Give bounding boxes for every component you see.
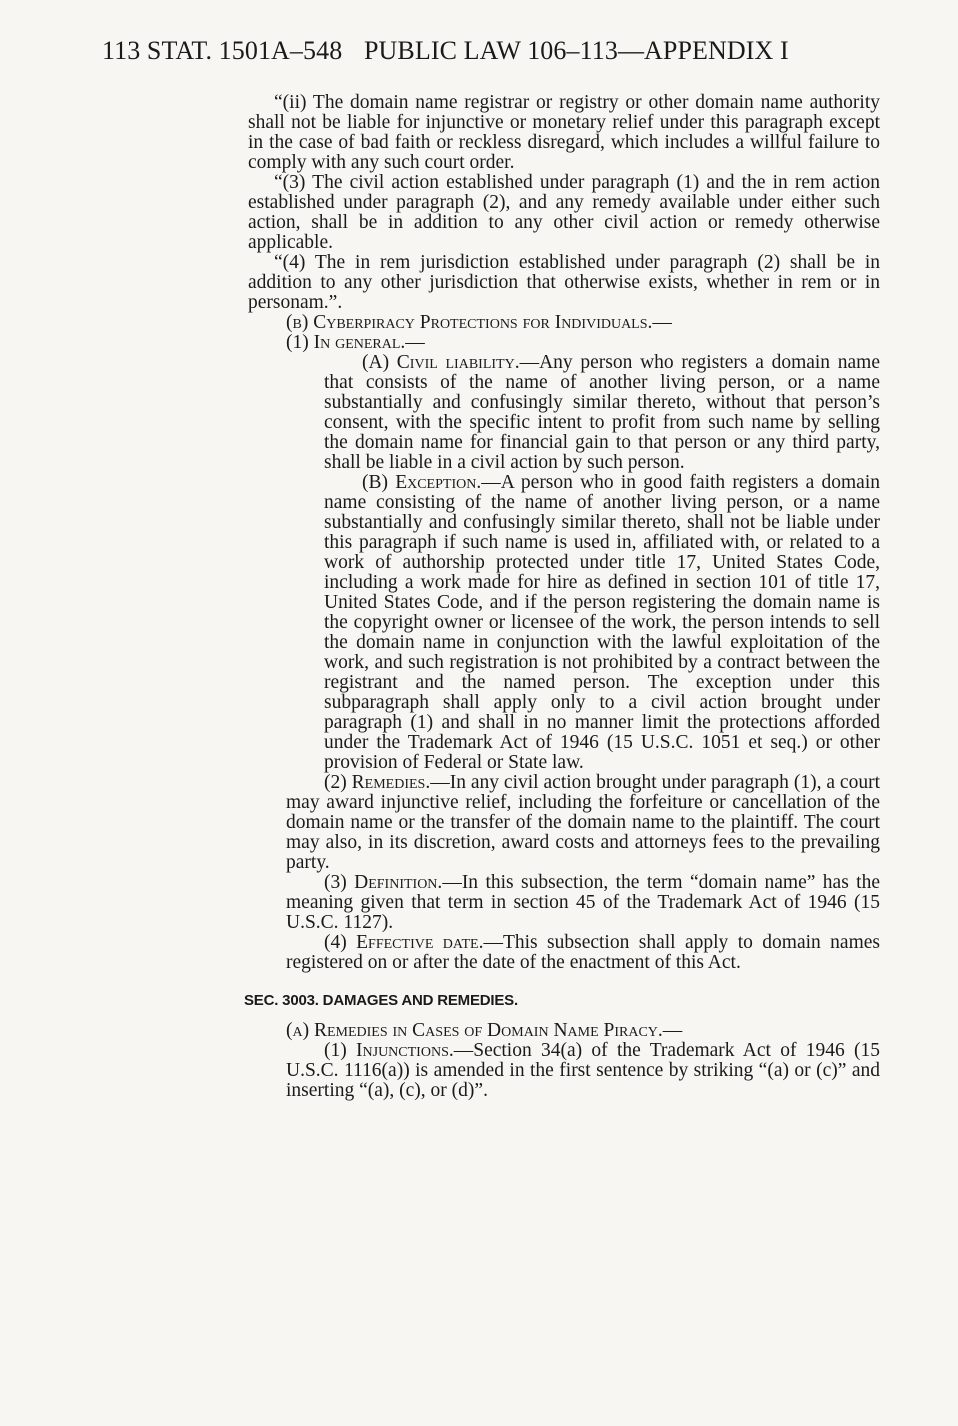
subparagraph-b1a <box>324 353 880 473</box>
paragraph-b3 <box>286 873 880 933</box>
paragraph-b3-lead: (3) Definition. <box>324 872 443 893</box>
paragraph-4: “(4) The in rem jurisdiction established under paragraph (2) shall be in addition to any other jurisdiction that otherwise exists, whether in rem or in personam.”. <box>248 252 880 313</box>
subparagraph-b1b <box>324 473 880 773</box>
subsection-a-heading: (a) Remedies in Cases of Domain Name Piracy.— <box>286 1020 683 1041</box>
paragraph-a1-lead: (1) Injunctions. <box>324 1040 454 1061</box>
paragraph-a1 <box>286 1041 880 1101</box>
running-head <box>102 36 882 66</box>
body-text <box>244 92 881 1101</box>
paragraph-b4-text: —This subsection shall apply to domain names registered on or after the date of the enactment of this Act. <box>286 932 880 973</box>
paragraph-b4-lead: (4) Effective date. <box>324 932 484 953</box>
page-folio: 113 STAT. 1501A–548 <box>102 36 343 65</box>
paragraph-ii: “(ii) The domain name registrar or registry or other domain name authority shall not be liable for injunctive or monetary relief under this paragraph except in the case of bad faith or reckless disregard, which includes a willful failure to comply with any such court order. <box>248 92 880 173</box>
paragraph-b3-text: —In this subsection, the term “domain name” has the meaning given that term in section 45 of the Trademark Act of 1946 (15 U.S.C. 1127). <box>286 872 880 933</box>
paragraph-b2-text: —In any civil action brought under paragraph (1), a court may award injunctive relief, including the forfeiture or cancellation of the domain name or the transfer of the domain name to the plaintiff. The court may also, in its discretion, award costs and attorneys fees to the prevailing party. <box>286 772 880 873</box>
paragraph-b4 <box>286 933 880 973</box>
section-3003-heading: SEC. 3003. DAMAGES AND REMEDIES. <box>244 992 518 1009</box>
subsection-b-heading: (b) Cyberpiracy Protections for Individuals.— <box>286 312 672 333</box>
subparagraph-b1b-text: —A person who in good faith registers a domain name consisting of the name of another living person, or a name substantially and confusingly similar thereto, shall not be liable under this paragraph if such name is used in, affiliated with, or related to a work of authorship protected under title 17, United States Code, including a work made for hire as defined in section 101 of title 17, United States Code, and if the person registering the domain name is the copyright owner or licensee of the work, the person intends to sell the domain name in conjunction with the lawful exploitation of the work, and such registration is not prohibited by a contract between the registrant and the named person. The exception under this subparagraph shall apply only to a civil action brought under paragraph (1) and shall in no manner limit the protections afforded under the Trademark Act of 1946 (15 U.S.C. 1051 et seq.) or other provision of Federal or State law. <box>324 472 880 773</box>
subparagraph-b1a-lead: (A) Civil liability. <box>362 352 520 373</box>
paragraph-a1-text: —Section 34(a) of the Trademark Act of 1946 (15 U.S.C. 1116(a)) is amended in the first sentence by striking “(a) or (c)” and inserting “(a), (c), or (d)”. <box>286 1040 880 1101</box>
paragraph-b2 <box>286 773 880 873</box>
paragraph-3: “(3) The civil action established under paragraph (1) and the in rem action established under paragraph (2), and any remedy available under either such action, shall be in addition to any other civil action or remedy otherwise applicable. <box>248 172 880 253</box>
subparagraph-b1a-text: —Any person who registers a domain name that consists of the name of another living person, or a name substantially and confusingly similar thereto, without that person’s consent, with the specific intent to profit from such name by selling the domain name for financial gain to that person or any third party, shall be liable in a civil action by such person. <box>324 352 881 473</box>
paragraph-b2-lead: (2) Remedies. <box>324 772 431 793</box>
page-header-title: PUBLIC LAW 106–113—APPENDIX I <box>364 36 789 65</box>
subparagraph-b1b-lead: (B) Exception. <box>362 472 482 493</box>
paragraph-b1-heading: (1) In general.— <box>286 332 425 353</box>
